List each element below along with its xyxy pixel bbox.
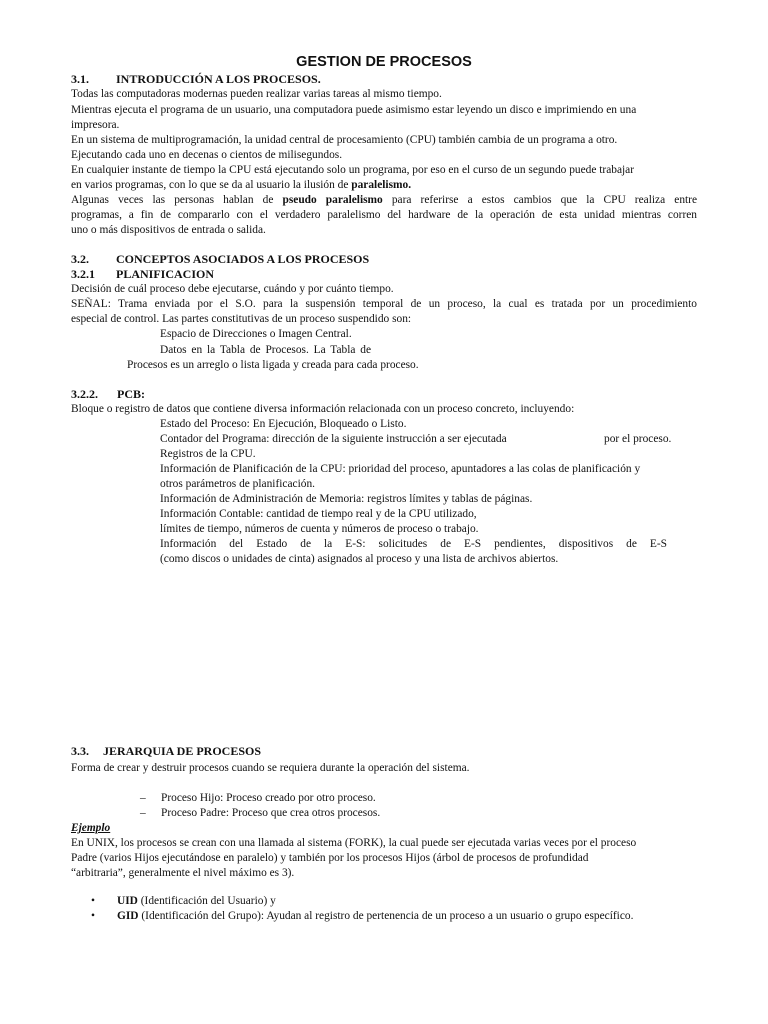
section-3-3-heading (71, 744, 261, 759)
subsection-3-2-2-heading (71, 387, 145, 402)
dash-item: Proceso Hijo: Proceso creado por otro proceso. (161, 792, 376, 804)
paragraph-line: Forma de crear y destruir procesos cuando se requiera durante la operación del sistema. (71, 762, 470, 774)
pcb-item: Contador del Programa: dirección de la siguiente instrucción a ser ejecutada (160, 433, 507, 445)
paragraph-line: Bloque o registro de datos que contiene diversa información relacionada con un proceso concreto, incluyendo: (71, 403, 575, 415)
indented-line: Datos en la Tabla de Procesos. La Tabla de (160, 344, 372, 356)
pcb-item: Información Contable: cantidad de tiempo real y de la CPU utilizado, (160, 508, 477, 520)
section-3-1-heading (71, 72, 321, 87)
section-title: PCB: (117, 387, 145, 401)
bold-term: UID (117, 895, 138, 907)
paragraph-line: especial de control. Las partes constitutivas de un proceso suspendido son: (71, 313, 412, 325)
dash-marker: – (140, 792, 146, 804)
pcb-item: Información del Estado de la E-S: solicitudes de E-S pendientes, dispositivos de E-S (160, 538, 667, 550)
pcb-item: (como discos o unidades de cinta) asignados al proceso y una lista de archivos abiertos. (160, 553, 559, 565)
section-number: 3.1. (71, 72, 89, 86)
section-title: PLANIFICACION (116, 267, 215, 281)
section-3-2-heading (71, 252, 369, 267)
paragraph-line: uno o más dispositivos de entrada o salida. (71, 224, 266, 236)
paragraph-line (71, 193, 697, 208)
bold-term: pseudo paralelismo (282, 194, 383, 206)
pcb-item: Estado del Proceso: En Ejecución, Bloqueado o Listo. (160, 418, 407, 430)
paragraph-line: En cualquier instante de tiempo la CPU está ejecutando solo un programa, por eso en el curso de un segundo puede trabajar (71, 164, 635, 176)
paragraph-line (71, 178, 411, 193)
section-title: INTRODUCCIÓN A LOS PROCESOS. (116, 72, 321, 86)
pcb-item-tail: por el proceso. (604, 433, 672, 445)
dash-item: Proceso Padre: Proceso que crea otros procesos. (161, 807, 381, 819)
document-title: GESTION DE PROCESOS (296, 54, 472, 70)
section-number: 3.2.2. (71, 387, 98, 401)
pcb-item: otros parámetros de planificación. (160, 478, 315, 490)
bold-term: GID (117, 910, 139, 922)
text-run: (Identificación del Usuario) y (137, 895, 276, 907)
paragraph-line: Todas las computadoras modernas pueden realizar varias tareas al mismo tiempo. (71, 88, 442, 100)
section-title: JERARQUIA DE PROCESOS (103, 744, 262, 758)
bullet-item (117, 909, 633, 924)
paragraph-line: En UNIX, los procesos se crean con una llamada al sistema (FORK), la cual puede ser ejecutada varias veces por el proceso (71, 837, 637, 849)
text-run: (Identificación del Grupo): Ayudan al registro de pertenencia de un proceso a un usuario o grupo específico. (138, 910, 634, 922)
bold-term: paralelismo. (351, 179, 412, 191)
paragraph-line: Decisión de cuál proceso debe ejecutarse, cuándo y por cuánto tiempo. (71, 283, 394, 295)
bullet-marker: • (91, 895, 95, 907)
text-run: para referirse a estos cambios que la CPU realiza entre (382, 194, 698, 206)
pcb-item: Registros de la CPU. (160, 448, 256, 460)
section-number: 3.3. (71, 744, 89, 758)
paragraph-line: En un sistema de multiprogramación, la unidad central de procesamiento (CPU) también cambia de un programa a otro. (71, 134, 618, 146)
section-title: CONCEPTOS ASOCIADOS A LOS PROCESOS (116, 252, 370, 266)
text-run: Algunas veces las personas hablan de (71, 194, 283, 206)
subsection-3-2-1-heading (71, 267, 214, 282)
paragraph-line: programas, a fin de compararlo con el verdadero paralelismo del hardware de la operación de esta unidad mientras corren (71, 209, 697, 221)
paragraph-line: Padre (varios Hijos ejecutándose en paralelo) y también por los procesos Hijos (árbol de procesos de profundidad (71, 852, 589, 864)
section-number: 3.2. (71, 252, 89, 266)
pcb-item: Información de Planificación de la CPU: prioridad del proceso, apuntadores a las colas de planificación y (160, 463, 641, 475)
bullet-marker: • (91, 910, 95, 922)
indented-line: Espacio de Direcciones o Imagen Central. (160, 328, 352, 340)
paragraph-line: SEÑAL: Trama enviada por el S.O. para la suspensión temporal de un proceso, la cual es tratada por un procedimiento (71, 298, 697, 310)
indented-line: Procesos es un arreglo o lista ligada y creada para cada proceso. (127, 359, 419, 371)
paragraph-line: “arbitraria”, generalmente el nivel máximo es 3). (71, 867, 295, 879)
example-label: Ejemplo (71, 822, 111, 834)
paragraph-line: Mientras ejecuta el programa de un usuario, una computadora puede asimismo estar leyendo un disco e imprimiendo en una (71, 104, 637, 116)
section-number: 3.2.1 (71, 267, 95, 281)
dash-marker: – (140, 807, 146, 819)
paragraph-line: Ejecutando cada uno en decenas o cientos de milisegundos. (71, 149, 343, 161)
pcb-item: límites de tiempo, números de cuenta y números de proceso o trabajo. (160, 523, 479, 535)
bullet-item (117, 894, 276, 909)
pcb-item: Información de Administración de Memoria: registros límites y tablas de páginas. (160, 493, 533, 505)
text-run: en varios programas, con lo que se da al usuario la ilusión de (71, 179, 352, 191)
paragraph-line: impresora. (71, 119, 120, 131)
